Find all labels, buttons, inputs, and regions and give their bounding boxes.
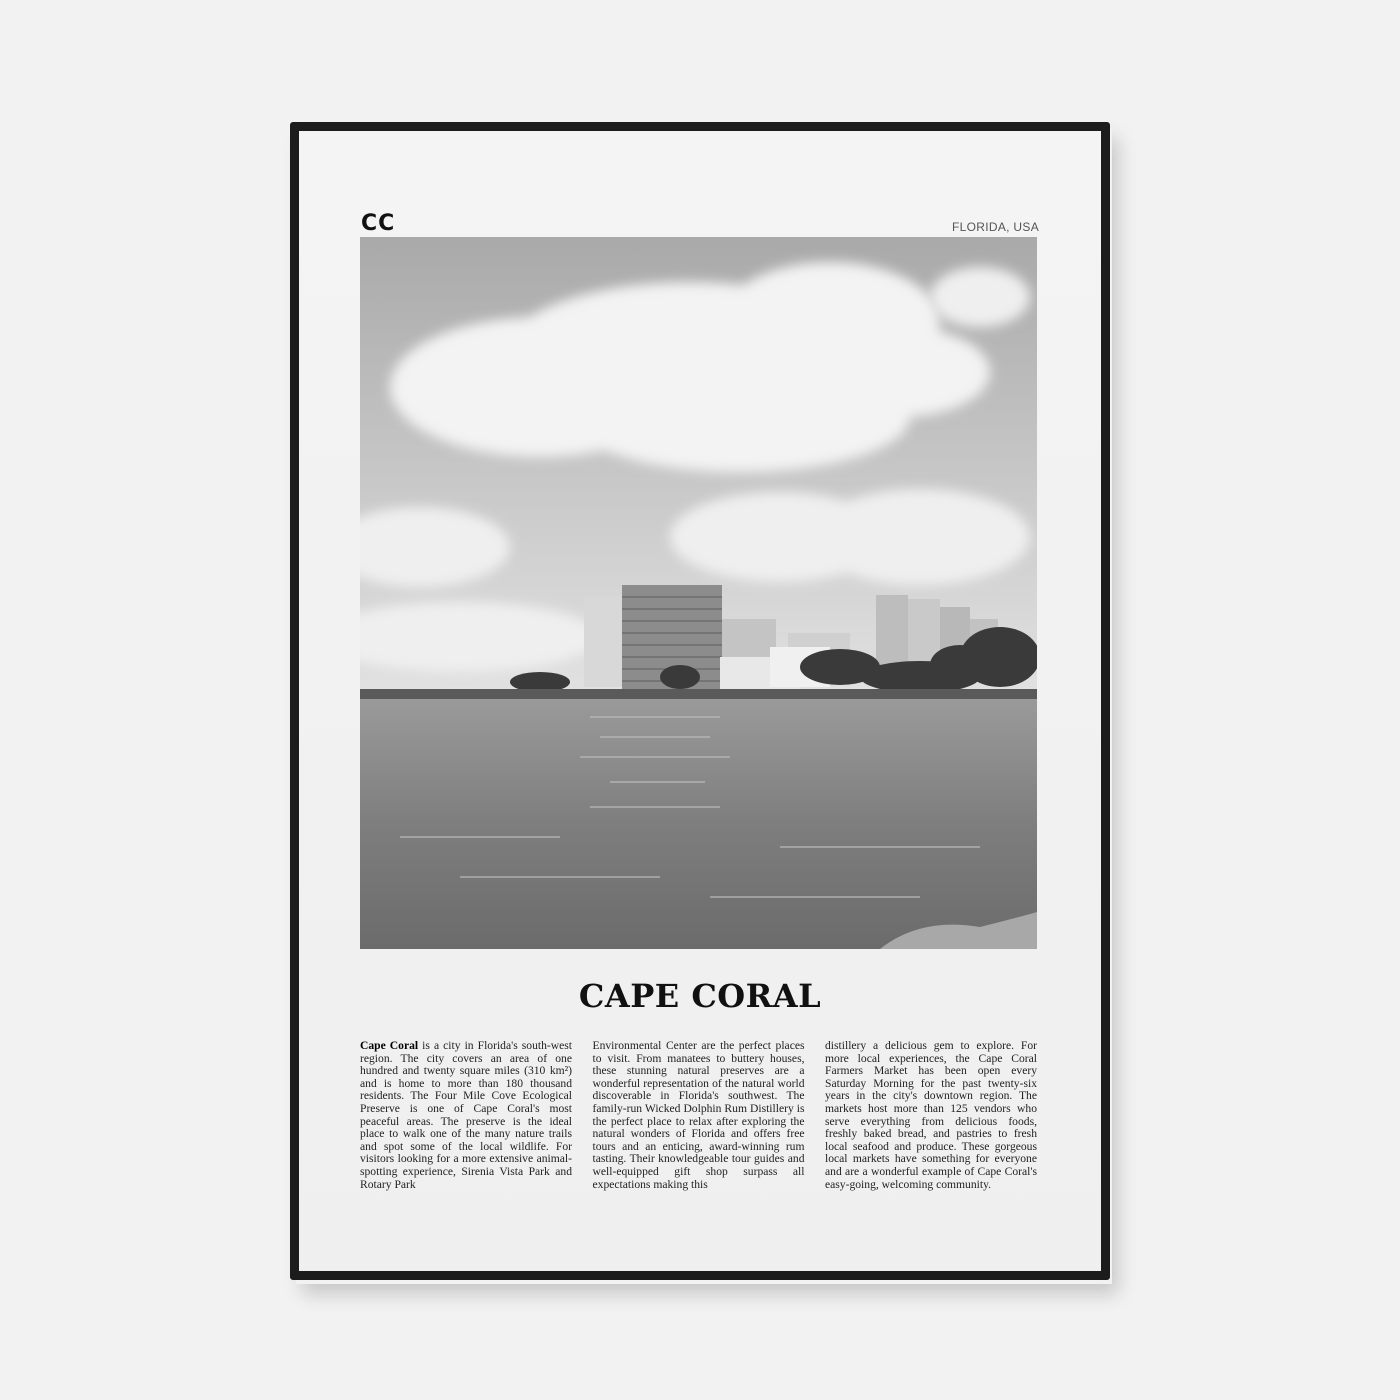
description-column-1 [360, 1040, 572, 1191]
poster-region: FLORIDA, USA [952, 220, 1039, 234]
description-column-1-text: is a city in Florida's south-west region. The city covers an area of one hundred and twenty square miles (310 km²) and is home to more than 180 thousand residents. The Four Mile Cove Ecological Preserve is one of Cape Coral's most peaceful areas. The preserve is the ideal place to walk one of the many nature trails and spot some of the local wildlife. For visitors looking for a more extensive animal-spotting experience, Sirenia Vista Park and Rotary Park [360, 1039, 572, 1191]
description-column-2: Environmental Center are the perfect places to visit. From manatees to buttery houses, these stunning natural preserves are a wonderful representation of the natural world discoverable in Florida's southwest. The family-run Wicked Dolphin Rum Distillery is the perfect place to relax after exploring the natural wonders of Florida and offers free tours and an enticing, award-winning rum tasting. Their knowledgeable tour guides and well-equipped gift shop surpass all expectations making this [592, 1039, 805, 1191]
description-lead: Cape Coral [360, 1039, 419, 1052]
poster-monogram: CC [361, 211, 396, 236]
poster-title: CAPE CORAL [578, 977, 822, 1015]
shoreline [360, 689, 1037, 699]
poster-frame [290, 122, 1110, 1280]
waterfront-photo [360, 237, 1037, 949]
poster-paper [299, 131, 1101, 1271]
description-column-3: distillery a delicious gem to explore. For more local experiences, the Cape Coral Farmers Market has been open every Saturday Morning for the past twenty-six years in the city's downtown region. The markets host more than 125 vendors who serve everything from delicious foods, freshly baked bread, and pastries to fresh local seafood and produce. These gorgeous local markets have something for everyone and are a wonderful example of Cape Coral's easy-going, welcoming community. [825, 1039, 1037, 1191]
description-columns [360, 1040, 1037, 1191]
